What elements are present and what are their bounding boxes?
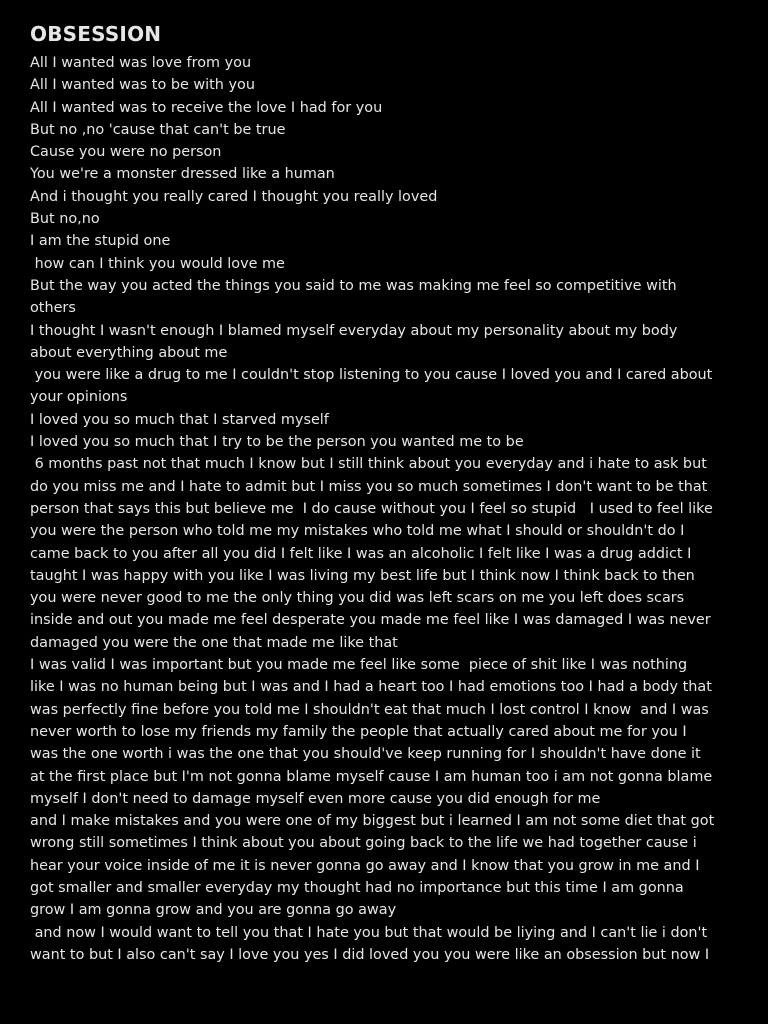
note-line: was the one worth i was the one that you should've keep running for I shouldn't have done it <box>30 746 701 763</box>
note-line: person that says this but believe me I do cause without you I feel so stupid I used to feel like <box>30 500 713 517</box>
note-line: All I wanted was love from you <box>30 55 252 71</box>
note-line: do you miss me and I hate to admit but I miss you so much sometimes I don't want to be that <box>30 478 708 495</box>
note-line: wrong still sometimes I think about you about going back to the life we had together cause i <box>30 835 697 852</box>
note-line: damaged you were the one that made me like that <box>30 634 398 651</box>
note-line: Cause you were no person <box>30 144 222 161</box>
note-line: I am the stupid one <box>30 233 171 250</box>
note-content <box>30 20 750 966</box>
note-line: And i thought you really cared I thought you really loved <box>30 188 438 205</box>
note-line: All I wanted was to receive the love I had for you <box>30 99 383 116</box>
note-line: I loved you so much that I starved myself <box>30 411 329 428</box>
note-line: I loved you so much that I try to be the person you wanted me to be <box>30 434 524 451</box>
note-line: myself I don't need to damage myself even more cause you did enough for me <box>30 790 601 807</box>
note-line: You we're a monster dressed like a human <box>30 166 335 183</box>
note-title: OBSESSION <box>30 22 162 46</box>
note-line: inside and out you made me feel desperate you made me feel like I was damaged I was never <box>30 612 711 629</box>
note-line: like I was no human being but I was and I had a heart too I had emotions too I had a body that <box>30 679 712 696</box>
note-line: you were never good to me the only thing you did was left scars on me you left does scars <box>30 590 685 607</box>
note-line: want to but I also can't say I love you yes I did loved you you were like an obsession but now I <box>30 946 710 963</box>
note-line: grow I am gonna grow and you are gonna go away <box>30 902 397 919</box>
note-line: I thought I wasn't enough I blamed myself everyday about my personality about my body <box>30 322 678 339</box>
note-line: But the way you acted the things you said to me was making me feel so competitive with <box>30 277 677 294</box>
note-line: and I make mistakes and you were one of my biggest but i learned I am not some diet that got <box>30 813 715 830</box>
note-line: But no,no <box>30 211 100 228</box>
note-line: I was valid I was important but you made me feel like some piece of shit like I was nothing <box>30 657 688 674</box>
note-line: hear your voice inside of me it is never gonna go away and I know that you grow in me and I <box>30 857 700 874</box>
note-line: taught I was happy with you like I was living my best life but I think now I think back to then <box>30 567 695 584</box>
note-line: your opinions <box>30 389 128 406</box>
note-line: But no ,no 'cause that can't be true <box>30 121 286 138</box>
note-line: was perfectly fine before you told me I shouldn't eat that much I lost control I know and I was <box>30 701 709 718</box>
note-line: about everything about me <box>30 344 228 361</box>
note-line: at the first place but I'm not gonna blame myself cause I am human too i am not gonna blame <box>30 768 713 785</box>
note-line: how can I think you would love me <box>30 255 285 272</box>
note-line: got smaller and smaller everyday my thought had no importance but this time I am gonna <box>30 879 684 896</box>
note-line: 6 months past not that much I know but I still think about you everyday and i hate to ask but <box>30 456 707 473</box>
note-line: you were the person who told me my mistakes who told me what I should or shouldn't do I <box>30 523 685 540</box>
note-line: All I wanted was to be with you <box>30 77 255 94</box>
note-line: came back to you after all you did I felt like I was an alcoholic I felt like I was a drug addict I <box>30 545 692 562</box>
note-body <box>30 52 750 966</box>
note-line: you were like a drug to me I couldn't stop listening to you cause I loved you and I cared about <box>30 367 713 384</box>
note-line: never worth to lose my friends my family the people that actually cared about me for you I <box>30 723 687 740</box>
note-line: others <box>30 300 76 317</box>
note-line: and now I would want to tell you that I hate you but that would be liying and I can't lie i don't <box>30 924 708 941</box>
